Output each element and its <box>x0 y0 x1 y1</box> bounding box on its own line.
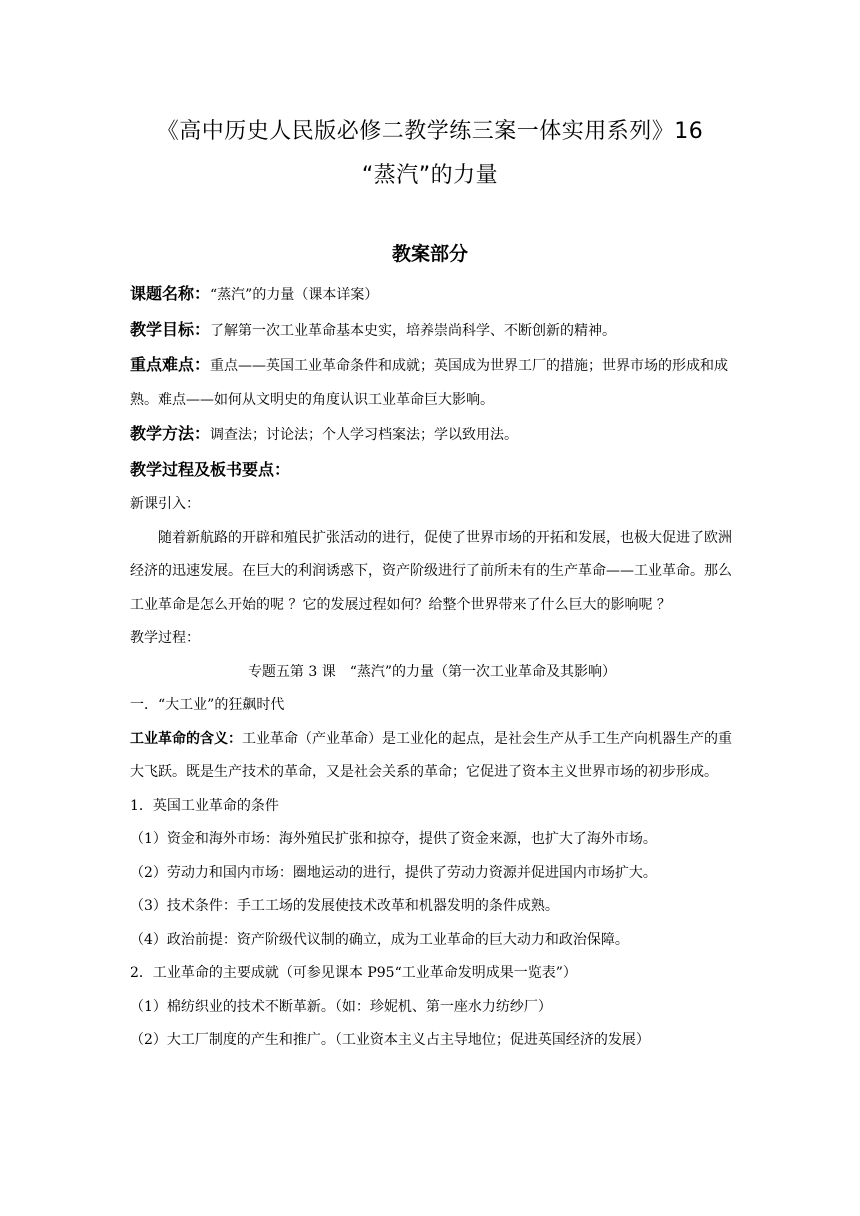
key-value: 重点——英国工业革命条件和成就；英国成为世界工厂的措施；世界市场的形成和成熟。难点——如何从文明史的角度认识工业革命巨大影响。 <box>130 358 729 408</box>
goal-label: 教学目标： <box>130 319 211 339</box>
list-item: （1）棉纺织业的技术不断革新。（如：珍妮机、第一座水力纺纱厂） <box>130 998 552 1015</box>
definition-paragraph <box>130 723 734 790</box>
list-item: （1）资金和海外市场：海外殖民扩张和掠夺，提供了资金来源，也扩大了海外市场。 <box>130 831 657 847</box>
list-item: （4）政治前提：资产阶级代议制的确立，成为工业革命的巨大动力和政治保障。 <box>130 931 629 948</box>
list-item: （3）技术条件：手工工场的发展使技术改革和机器发明的条件成熟。 <box>130 898 559 914</box>
topic-field <box>130 277 734 313</box>
list-item: （2）大工厂制度的产生和推广。（工业资本主义占主导地位；促进英国经济的发展） <box>130 1032 650 1048</box>
document-subtitle: “蒸汽”的力量 <box>361 163 499 188</box>
lesson-heading: 专题五第 3 课 “蒸汽”的力量（第一次工业革命及其影响） <box>247 663 617 680</box>
definition-text: 工业革命（产业革命）是工业化的起点，是社会生产从手工生产向机器生产的重大飞跃。既是生产技术的革命，又是社会关系的革命；它促进了资本主义世界市场的初步形成。 <box>130 730 732 780</box>
section-title: 教案部分 <box>391 243 468 265</box>
list-item: （2）劳动力和国内市场：圈地运动的进行，提供了劳动力资源并促进国内市场扩大。 <box>130 864 657 881</box>
definition-label: 工业革命的含义： <box>130 730 242 747</box>
intro-paragraph: 随着新航路的开辟和殖民扩张活动的进行，促使了世界市场的开拓和发展，也极大促进了欧洲经济的迅速发展。在巨大的利润诱惑下，资产阶级进行了前所未有的生产革命——工业革命。那么工业革命是怎么开始的呢 ？它的发展过程如何？给整个世界带来了什么巨大的影响呢 ？ <box>130 529 732 613</box>
sec2-heading: 2．工业革命的主要成就（可参见课本 P95“工业革命发明成果一览表”） <box>130 965 577 981</box>
document-body <box>130 277 734 1058</box>
method-field <box>130 417 734 453</box>
method-label: 教学方法： <box>130 424 211 443</box>
topic-label: 课题名称： <box>130 284 211 303</box>
sec1-heading: 1．英国工业革命的条件 <box>130 797 279 814</box>
goal-value: 了解第一次工业革命基本史实，培养崇尚科学、不断创新的精神。 <box>210 322 617 339</box>
goal-field <box>130 313 734 349</box>
part1-heading: 一．“大工业”的狂飙时代 <box>130 697 285 713</box>
process-label: 教学过程及板书要点： <box>130 459 291 479</box>
process-sub-label: 教学过程： <box>130 630 200 646</box>
intro-label: 新课引入： <box>130 496 200 512</box>
method-value: 调查法；讨论法；个人学习档案法；学以致用法。 <box>210 427 519 443</box>
document-title: 《高中历史人民版必修二教学练三案一体实用系列》16 <box>156 119 704 144</box>
key-field <box>130 348 734 417</box>
key-label: 重点难点： <box>130 355 211 374</box>
process-field <box>130 453 734 489</box>
topic-value: “蒸汽”的力量（课本详案） <box>210 287 379 303</box>
